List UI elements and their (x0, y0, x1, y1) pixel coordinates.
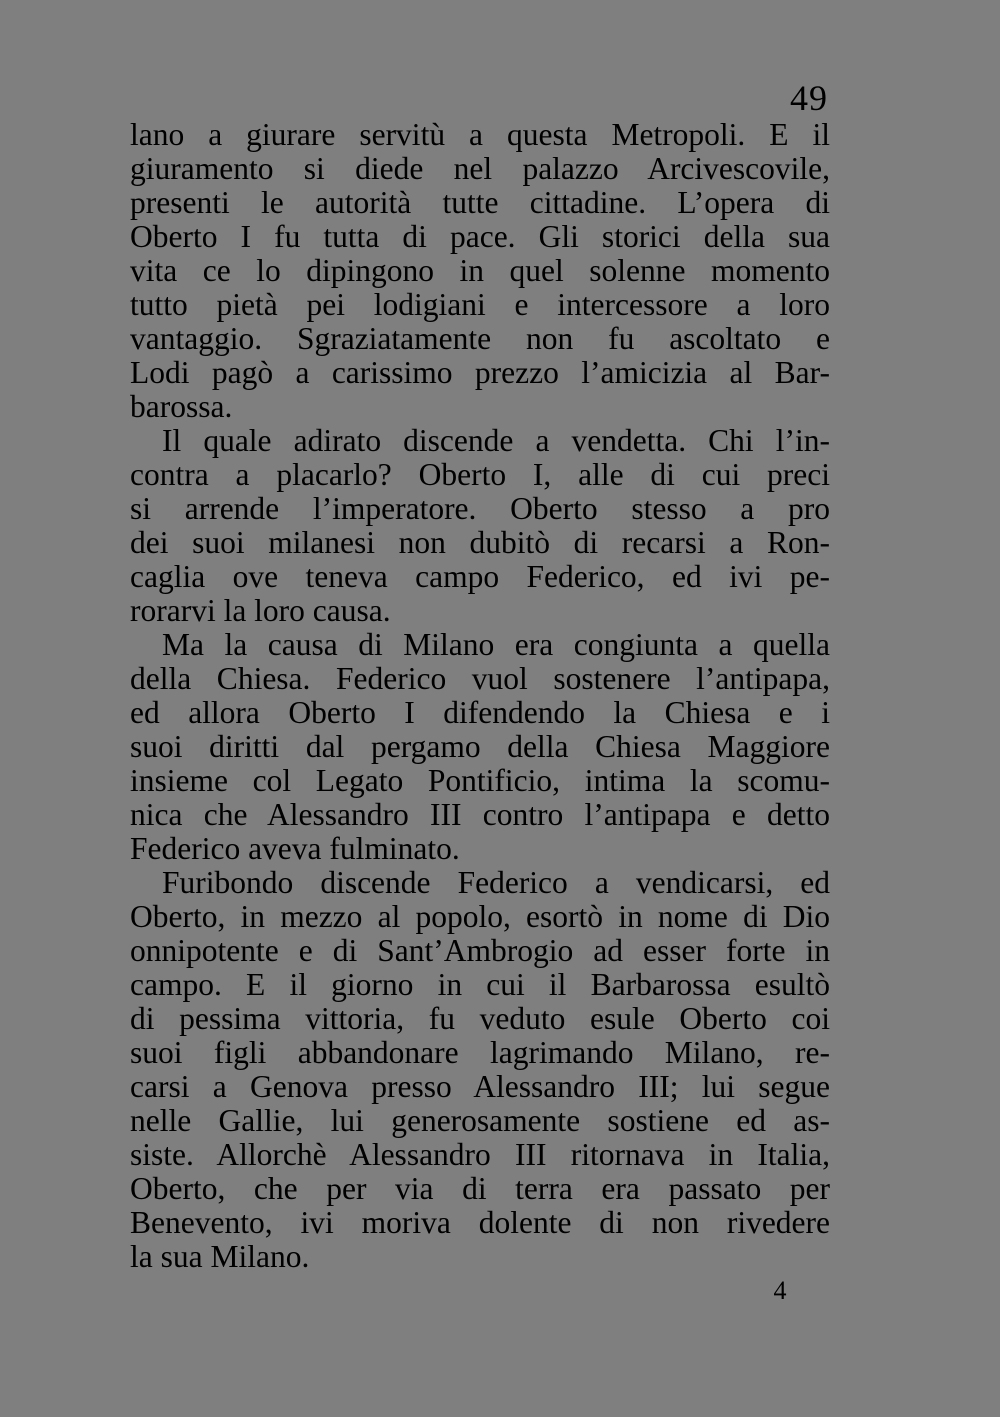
text-line: suoi diritti dal pergamo della Chiesa Maggiore (130, 729, 830, 764)
page-number: 49 (790, 78, 828, 118)
text-line: caglia ove teneva campo Federico, ed ivi pe- (130, 559, 830, 594)
text-line: insieme col Legato Pontificio, intima la scomu- (130, 763, 830, 798)
text-line: lano a giurare servitù a questa Metropoli. E il (130, 117, 830, 152)
text-line: Benevento, ivi moriva dolente di non rivedere (130, 1205, 830, 1240)
text-line: la sua Milano. (130, 1239, 310, 1274)
text-line: campo. E il giorno in cui il Barbarossa esultò (130, 967, 830, 1002)
text-line: Furibondo discende Federico a vendicarsi, ed (162, 865, 830, 900)
text-line: carsi a Genova presso Alessandro III; lui segue (130, 1069, 830, 1104)
text-line: presenti le autorità tutte cittadine. L’opera di (130, 185, 830, 220)
text-line: si arrende l’imperatore. Oberto stesso a pro (130, 491, 830, 526)
text-line: Lodi pagò a carissimo prezzo l’amicizia al Bar- (130, 355, 830, 390)
text-line: rorarvi la loro causa. (130, 593, 391, 628)
signature-mark: 4 (773, 1276, 787, 1305)
text-line: Oberto, in mezzo al popolo, esortò in nome di Dio (130, 899, 830, 934)
text-line: nica che Alessandro III contro l’antipapa e detto (130, 797, 830, 832)
text-line: Oberto I fu tutta di pace. Gli storici della sua (130, 219, 830, 254)
text-line: nelle Gallie, lui generosamente sostiene ed as- (130, 1103, 830, 1138)
text-line: vita ce lo dipingono in quel solenne momento (130, 253, 830, 288)
text-line: giuramento si diede nel palazzo Arcivescovile, (130, 151, 830, 186)
text-line: tutto pietà pei lodigiani e intercessore a loro (130, 287, 830, 322)
text-line: Il quale adirato discende a vendetta. Chi l’in- (162, 423, 830, 458)
text-line: di pessima vittoria, fu veduto esule Oberto coi (130, 1001, 830, 1036)
text-line: Oberto, che per via di terra era passato per (130, 1171, 830, 1206)
text-line: Ma la causa di Milano era congiunta a quella (162, 627, 830, 662)
text-line: della Chiesa. Federico vuol sostenere l’antipapa, (130, 661, 830, 696)
text-line: siste. Allorchè Alessandro III ritornava in Italia, (130, 1137, 830, 1172)
text-line: suoi figli abbandonare lagrimando Milano, re- (130, 1035, 830, 1070)
text-line: Federico aveva fulminato. (130, 831, 460, 866)
text-line: ed allora Oberto I difendendo la Chiesa e i (130, 695, 830, 730)
text-line: onnipotente e di Sant’Ambrogio ad esser forte in (130, 933, 830, 968)
text-line: barossa. (130, 389, 233, 424)
text-line: contra a placarlo? Oberto I, alle di cui preci (130, 457, 830, 492)
text-line: vantaggio. Sgraziatamente non fu ascoltato e (130, 321, 830, 356)
body-text (130, 118, 830, 1274)
text-line: dei suoi milanesi non dubitò di recarsi a Ron- (130, 525, 830, 560)
